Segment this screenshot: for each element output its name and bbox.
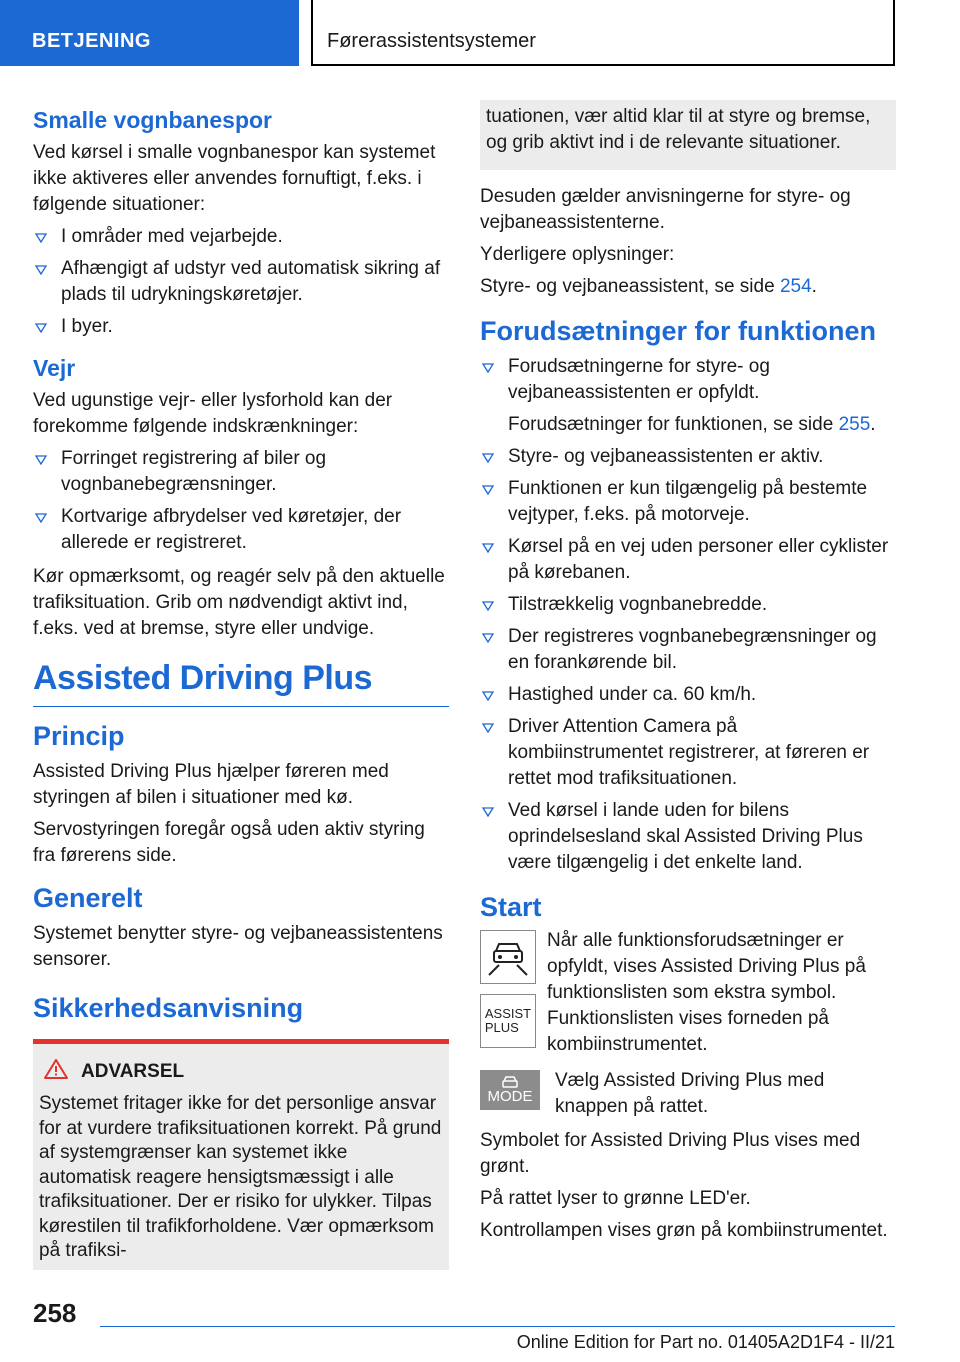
triangle-bullet-icon xyxy=(33,314,49,340)
list-item: Forudsætningerne for styre- og vejbaneassistenten er opfyldt. Forudsætninger for funktionen, se side 255. xyxy=(480,354,896,438)
paragraph: Ved ugunstige vejr- eller lysforhold kan der forekomme følgende indskrænkninger: xyxy=(33,390,393,437)
heading-assisted-driving-plus: Assisted Driving Plus xyxy=(33,656,449,707)
warning-label: ADVARSEL xyxy=(81,1061,185,1082)
triangle-bullet-icon xyxy=(480,476,496,502)
left-column xyxy=(33,100,449,1270)
paragraph: Styre- og vejbaneassistent, se side 254. xyxy=(480,276,817,297)
warning-text-continued: tuationen, vær altid klar til at styre og bremse, og grib aktivt ind i de relevante situationer. xyxy=(486,106,871,153)
list-item: Kortvarige afbrydelser ved køretøjer, der allerede er registreret. xyxy=(33,504,449,556)
paragraph: Desuden gælder anvisningerne for styre- og vejbaneassistenterne. xyxy=(480,186,851,233)
triangle-bullet-icon xyxy=(33,504,49,530)
paragraph: Symbolet for Assisted Driving Plus vises med grønt. xyxy=(480,1130,861,1177)
list-item: Styre- og vejbaneassistenten er aktiv. xyxy=(480,444,896,470)
triangle-bullet-icon xyxy=(480,592,496,618)
assisted-driving-car-icon xyxy=(480,930,536,984)
heading-generelt: Generelt xyxy=(33,883,143,913)
list-item: Kørsel på en vej uden personer eller cyklister på kørebanen. xyxy=(480,534,896,586)
warning-triangle-icon xyxy=(43,1058,81,1086)
bullet-list xyxy=(480,354,896,876)
paragraph: Kontrollampen vises grøn på kombiinstrumentet. xyxy=(480,1220,888,1241)
paragraph: På rattet lyser to grønne LED'er. xyxy=(480,1188,751,1209)
page-link-254[interactable]: 254 xyxy=(779,276,812,297)
paragraph: Servostyringen foregår også uden aktiv styring fra førerens side. xyxy=(33,819,425,866)
chapter-title: Førerassistentsystemer xyxy=(311,0,895,66)
warning-box-continued xyxy=(480,100,896,170)
list-item: Afhængigt af udstyr ved automatisk sikring af plads til udrykningskøretøjer. xyxy=(33,256,449,308)
bullet-list xyxy=(33,446,449,556)
triangle-bullet-icon xyxy=(480,534,496,560)
heading-sikkerhedsanvisning: Sikkerhedsanvisning xyxy=(33,993,304,1023)
start-section xyxy=(480,930,896,1058)
list-item: Ved kørsel i lande uden for bilens oprindelsesland skal Assisted Driving Plus være tilgængelig i det enkelte land. xyxy=(480,798,896,876)
triangle-bullet-icon xyxy=(33,446,49,472)
list-item: Funktionen er kun tilgængelig på bestemte vejtyper, f.eks. på motorveje. xyxy=(480,476,896,528)
page-header xyxy=(0,0,960,66)
list-item: Der registreres vognbanebegrænsninger og en forankørende bil. xyxy=(480,624,896,676)
warning-header xyxy=(39,1058,443,1086)
mode-button-icon: MODE xyxy=(480,1070,540,1110)
paragraph: Ved kørsel i smalle vognbanespor kan systemet ikke aktiveres eller anvendes fornuftigt, f.eks. i følgende situationer: xyxy=(33,142,436,215)
triangle-bullet-icon xyxy=(480,682,496,708)
page-number: 258 xyxy=(33,1298,77,1328)
paragraph: Vælg Assisted Driving Plus med knappen på rattet. xyxy=(555,1070,825,1117)
list-item: I områder med vejarbejde. xyxy=(33,224,449,250)
bullet-list xyxy=(33,224,449,340)
triangle-bullet-icon xyxy=(33,224,49,250)
triangle-bullet-icon xyxy=(33,256,49,282)
paragraph: Når alle funktionsforudsætninger er opfyldt, vises Assisted Driving Plus på funktionslisten som ekstra symbol. Funktionslisten vises forneden på kombiinstrumentet. xyxy=(547,930,866,1055)
paragraph: Yderligere oplysninger: xyxy=(480,244,675,265)
list-item: I byer. xyxy=(33,314,449,340)
paragraph: Assisted Driving Plus hjælper føreren med styringen af bilen i situationer med kø. xyxy=(33,761,389,808)
right-column xyxy=(480,100,896,1250)
list-item: Driver Attention Camera på kombiinstrumentet registrerer, at føreren er rettet mod trafiksituationen. xyxy=(480,714,896,792)
heading-smalle-vognbanespor: Smalle vognbanespor xyxy=(33,107,273,133)
warning-box xyxy=(33,1039,449,1270)
paragraph: Systemet benytter styre- og vejbaneassistentens sensorer. xyxy=(33,923,443,970)
list-item: Hastighed under ca. 60 km/h. xyxy=(480,682,896,708)
triangle-bullet-icon xyxy=(480,798,496,824)
section-tab: BETJENING xyxy=(0,0,299,66)
heading-vejr: Vejr xyxy=(33,355,76,381)
heading-princip: Princip xyxy=(33,721,125,751)
heading-start: Start xyxy=(480,892,542,922)
warning-text: Systemet fritager ikke for det personlige ansvar for at vurdere trafiksituationen korrekt. På grund af systemgrænser kan systemet ikke automatisk reagere hensigtsmæssigt i alle trafiksituationer. Der er risiko for ulykker. Tilpas kørestilen til trafikforholdene. Vær opmærksom på trafiksi- xyxy=(39,1093,442,1261)
list-item: Tilstrækkelig vognbanebredde. xyxy=(480,592,896,618)
triangle-bullet-icon xyxy=(480,624,496,650)
heading-forudsaetninger: Forudsætninger for funktionen xyxy=(480,316,876,346)
triangle-bullet-icon xyxy=(480,354,496,380)
page-link-255[interactable]: 255 xyxy=(838,414,871,435)
paragraph: Kør opmærksomt, og reagér selv på den aktuelle trafiksituation. Grib om nødvendigt aktivt ind, f.eks. ved at bremse, styre eller undvige. xyxy=(33,566,445,639)
list-item: Forringet registrering af biler og vognbanebegrænsninger. xyxy=(33,446,449,498)
assist-plus-icon: ASSIST PLUS xyxy=(480,994,536,1048)
triangle-bullet-icon xyxy=(480,444,496,470)
triangle-bullet-icon xyxy=(480,714,496,740)
mode-section xyxy=(480,1070,896,1120)
sub-paragraph: Forudsætninger for funktionen, se side 255. xyxy=(508,414,876,435)
footer-edition: Online Edition for Part no. 01405A2D1F4 - II/21 xyxy=(516,1332,895,1352)
